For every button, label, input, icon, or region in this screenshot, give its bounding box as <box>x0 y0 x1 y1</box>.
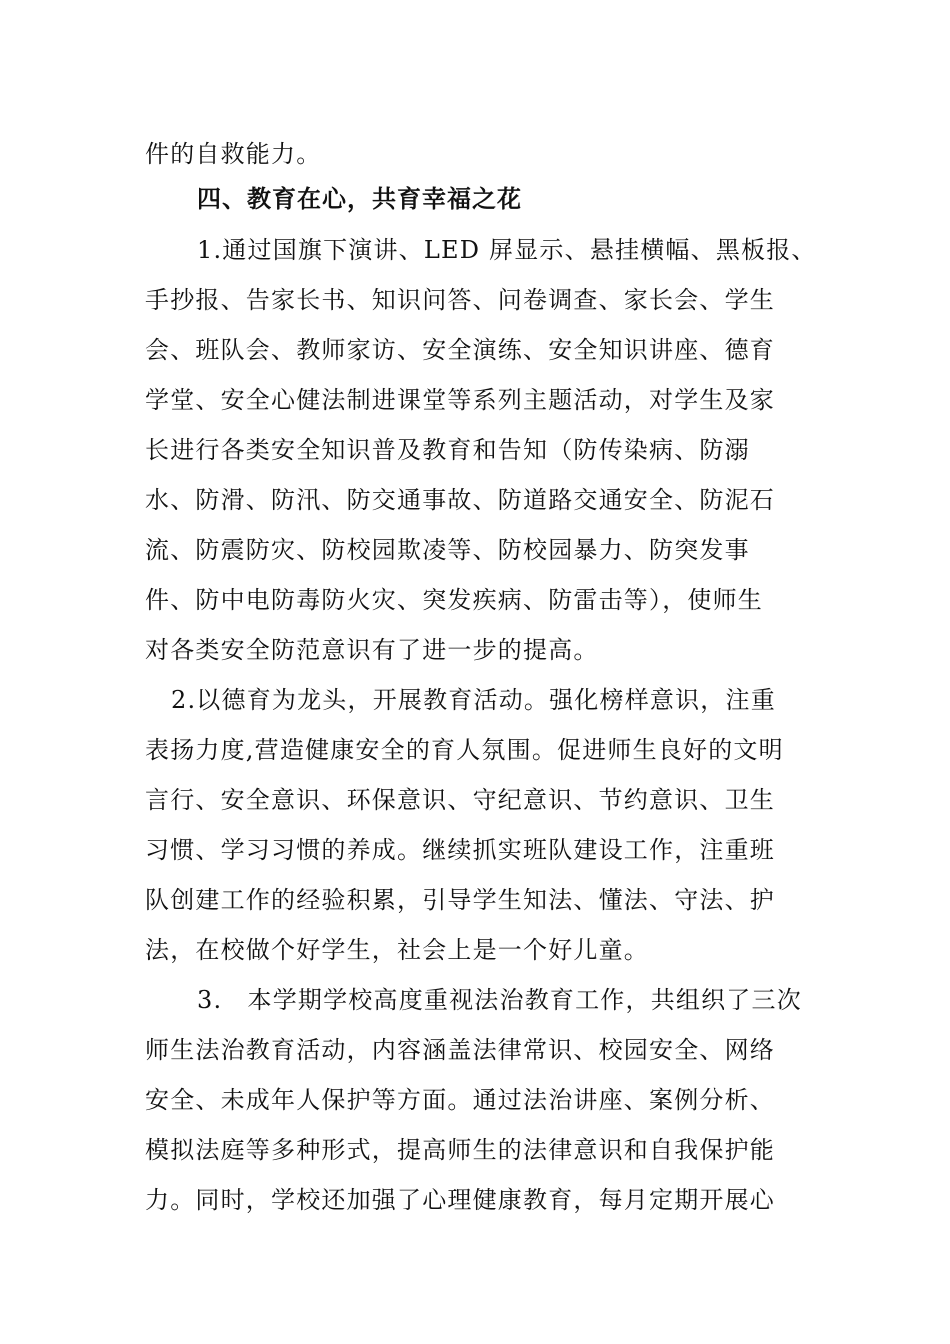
paragraph-line: 会、班队会、教师家访、安全演练、安全知识讲座、德育 <box>145 336 775 364</box>
paragraph-line: 安全、未成年人保护等方面。通过法治讲座、案例分析、 <box>145 1086 775 1114</box>
paragraph-line: 师生法治教育活动，内容涵盖法律常识、校园安全、网络 <box>145 1036 775 1064</box>
paragraph-line: 学堂、安全心健法制进课堂等系列主题活动，对学生及家 <box>145 386 775 414</box>
paragraph-line: 对各类安全防范意识有了进一步的提高。 <box>145 636 599 664</box>
paragraph-line: 件、防中电防毒防火灾、突发疾病、防雷击等），使师生 <box>145 586 763 614</box>
paragraph-line: 件的自救能力。 <box>145 140 322 168</box>
paragraph-line: 表扬力度,营造健康安全的育人氛围。促进师生良好的文明 <box>145 736 784 764</box>
paragraph-line: 言行、安全意识、环保意识、守纪意识、节约意识、卫生 <box>145 786 775 814</box>
paragraph-line: 队创建工作的经验积累，引导学生知法、懂法、守法、护 <box>145 886 775 914</box>
paragraph-line: 2.以德育为龙头，开展教育活动。强化榜样意识，注重 <box>171 686 776 714</box>
paragraph-line: 3. 本学期学校高度重视法治教育工作，共组织了三次 <box>197 986 802 1014</box>
paragraph-line: 习惯、学习习惯的养成。继续抓实班队建设工作，注重班 <box>145 836 775 864</box>
paragraph-line: 流、防震防灾、防校园欺凌等、防校园暴力、防突发事 <box>145 536 750 564</box>
paragraph-line: 1.通过国旗下演讲、LED 屏显示、悬挂横幅、黑板报、 <box>197 236 817 264</box>
paragraph-line: 模拟法庭等多种形式，提高师生的法律意识和自我保护能 <box>145 1136 775 1164</box>
paragraph-line: 手抄报、告家长书、知识问答、问卷调查、家长会、学生 <box>145 286 775 314</box>
section-heading: 四、教育在心，共育幸福之花 <box>197 184 522 213</box>
paragraph-line: 法，在校做个好学生，社会上是一个好儿童。 <box>145 936 649 964</box>
paragraph-line: 水、防滑、防汛、防交通事故、防道路交通安全、防泥石 <box>145 486 775 514</box>
paragraph-line: 力。同时，学校还加强了心理健康教育，每月定期开展心 <box>145 1186 775 1214</box>
paragraph-line: 长进行各类安全知识普及教育和告知（防传染病、防溺 <box>145 436 750 464</box>
